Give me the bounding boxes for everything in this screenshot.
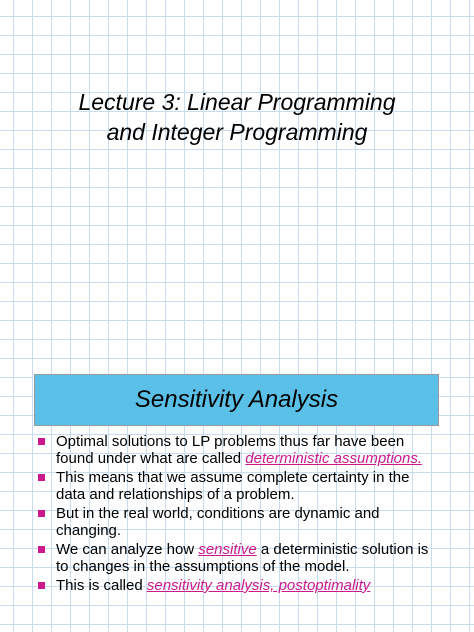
square-bullet-icon — [38, 582, 45, 589]
bullet-item — [38, 541, 438, 575]
bullet-highlight: sensitive — [198, 541, 257, 558]
bullet-text: This is called — [56, 577, 147, 594]
square-bullet-icon — [38, 438, 45, 445]
lecture-title-line1: Lecture 3: Linear Programming — [78, 89, 396, 115]
square-bullet-icon — [38, 510, 45, 517]
bullet-text: Optimal solutions to LP problems thus far have been found under what are called — [56, 433, 405, 467]
bullet-item — [38, 577, 438, 594]
bullet-item — [38, 433, 438, 467]
section-heading: Sensitivity Analysis — [134, 386, 339, 413]
bullet-text: But in the real world, conditions are dynamic and changing. — [56, 505, 380, 539]
bullet-text-after: a deterministic solution is to changes in the assumptions of the model. — [56, 541, 429, 575]
square-bullet-icon — [38, 474, 45, 481]
lecture-title-line2: and Integer Programming — [106, 119, 368, 145]
bullet-highlight: sensitivity analysis, postoptimality — [146, 577, 371, 594]
bullet-highlight: deterministic assumptions. — [245, 450, 423, 467]
bullet-text: This means that we assume complete certainty in the data and relationships of a problem. — [56, 469, 410, 503]
section-header — [34, 374, 439, 426]
bullet-list — [38, 433, 438, 596]
bullet-item — [38, 469, 438, 503]
bullet-item — [38, 505, 438, 539]
lecture-title — [0, 87, 474, 147]
square-bullet-icon — [38, 546, 45, 553]
bullet-text: We can analyze how — [56, 541, 199, 558]
